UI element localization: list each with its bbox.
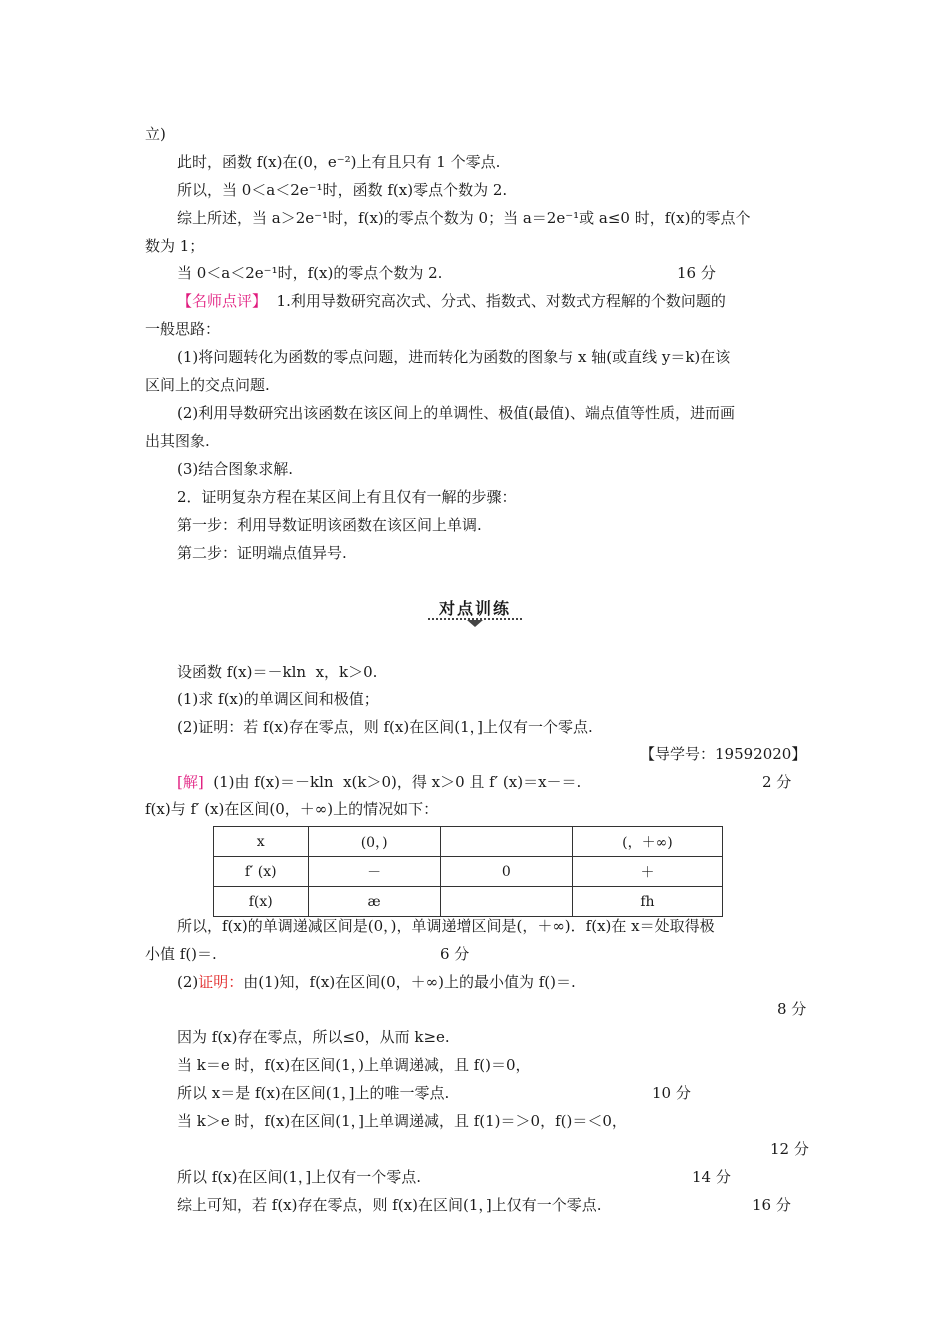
text-line: 一般思路： (145, 320, 221, 338)
table-row (214, 827, 723, 857)
score-label: 6 分 (440, 945, 470, 963)
solution-line: 所以，f(x)的单调递减区间是(0，)，单调递增区间是(，＋∞)．f(x)在 x＝处取得极 (177, 917, 715, 935)
table-cell: (0，) (308, 827, 440, 857)
text-line: 数为 1； (145, 237, 205, 255)
text-line: 所以，当 0＜a＜2e⁻¹时，函数 f(x)零点个数为 2. (177, 181, 508, 199)
table-cell: (，＋∞) (572, 827, 722, 857)
solution-line: 小值 f()＝. (145, 945, 217, 963)
solution-text: 由(1)知，f(x)在区间(0，＋∞)上的最小值为 f()＝. (243, 973, 576, 991)
text-line: 区间上的交点问题. (145, 376, 270, 394)
table-cell: æ (308, 887, 440, 917)
section-title: 对点训练 (438, 599, 511, 618)
table-cell (440, 887, 572, 917)
proof-prefix: (2) (177, 973, 199, 991)
solution-text: (1)由 f(x)＝－kln x(k＞0)，得 x＞0 且 f′ (x)＝x－＝. (203, 773, 582, 791)
section-heading (0, 596, 950, 619)
comment-line (177, 291, 726, 311)
text-line: (1)将问题转化为函数的零点问题，进而转化为函数的图象与 x 轴(或直线 y＝k)在该 (177, 348, 731, 366)
score-label: 12 分 (770, 1140, 809, 1158)
proof-tag: 证明： (198, 973, 244, 991)
text-line: 综上所述，当 a＞2e⁻¹时，f(x)的零点个数为 0；当 a＝2e⁻¹或 a≤0 时，f(x)的零点个 (177, 209, 751, 227)
solution-tag: [解] (177, 773, 204, 791)
table-cell: － (308, 857, 440, 887)
heading-arrow-icon (467, 620, 483, 627)
table-cell: 0 (440, 857, 572, 887)
table-cell: f′ (x) (214, 857, 309, 887)
solution-line (177, 772, 581, 792)
problem-line: 设函数 f(x)＝－kln x，k＞0. (177, 663, 378, 681)
problem-line: (2)证明：若 f(x)存在零点，则 f(x)在区间(1，]上仅有一个零点. (177, 718, 593, 736)
text-line: 立) (145, 125, 166, 143)
solution-line: 当 k＞e 时，f(x)在区间(1，]上单调递减，且 f(1)＝＞0，f()＝＜0， (177, 1112, 627, 1130)
score-label: 16 分 (752, 1196, 791, 1214)
solution-line: 所以 f(x)在区间(1，]上仅有一个零点. (177, 1168, 422, 1186)
comment-tag: 【名师点评】 (177, 292, 268, 310)
solution-line: 因为 f(x)存在零点，所以≤0，从而 k≥e. (177, 1028, 450, 1046)
text-line: (2)利用导数研究出该函数在该区间上的单调性、极值(最值)、端点值等性质，进而画 (177, 404, 735, 422)
table-row (214, 887, 723, 917)
solution-line: 综上可知，若 f(x)存在零点，则 f(x)在区间(1，]上仅有一个零点. (177, 1196, 602, 1214)
score-label: 8 分 (777, 1000, 807, 1018)
text-line: 2．证明复杂方程在某区间上有且仅有一解的步骤： (177, 488, 517, 506)
variation-table (213, 826, 723, 917)
solution-line: f(x)与 f′ (x)在区间(0，＋∞)上的情况如下： (145, 800, 439, 818)
table-cell: f(x) (214, 887, 309, 917)
table-row (214, 857, 723, 887)
table-cell: fh (572, 887, 722, 917)
text-line: 此时，函数 f(x)在(0，e⁻²)上有且只有 1 个零点. (177, 153, 501, 171)
solution-line: 所以 x＝是 f(x)在区间(1，]上的唯一零点. (177, 1084, 450, 1102)
score-label: 14 分 (692, 1168, 731, 1186)
table-cell (440, 827, 572, 857)
table-cell: ＋ (572, 857, 722, 887)
solution-line: 当 k＝e 时，f(x)在区间(1，)上单调递减，且 f()＝0， (177, 1056, 531, 1074)
score-label: 16 分 (677, 264, 716, 282)
comment-text: 1.利用导数研究高次式、分式、指数式、对数式方程解的个数问题的 (267, 292, 726, 310)
text-line: 出其图象. (145, 432, 210, 450)
reference-number: 【导学号：19592020】 (640, 745, 807, 763)
score-label: 2 分 (762, 773, 792, 791)
table-cell: x (214, 827, 309, 857)
problem-line: (1)求 f(x)的单调区间和极值； (177, 690, 379, 708)
text-line: (3)结合图象求解. (177, 460, 294, 478)
solution-line (177, 972, 576, 992)
text-line: 第一步：利用导数证明该函数在该区间上单调. (177, 516, 482, 534)
text-line: 第二步：证明端点值异号. (177, 544, 347, 562)
score-label: 10 分 (652, 1084, 691, 1102)
text-line: 当 0＜a＜2e⁻¹时，f(x)的零点个数为 2. (177, 264, 443, 282)
